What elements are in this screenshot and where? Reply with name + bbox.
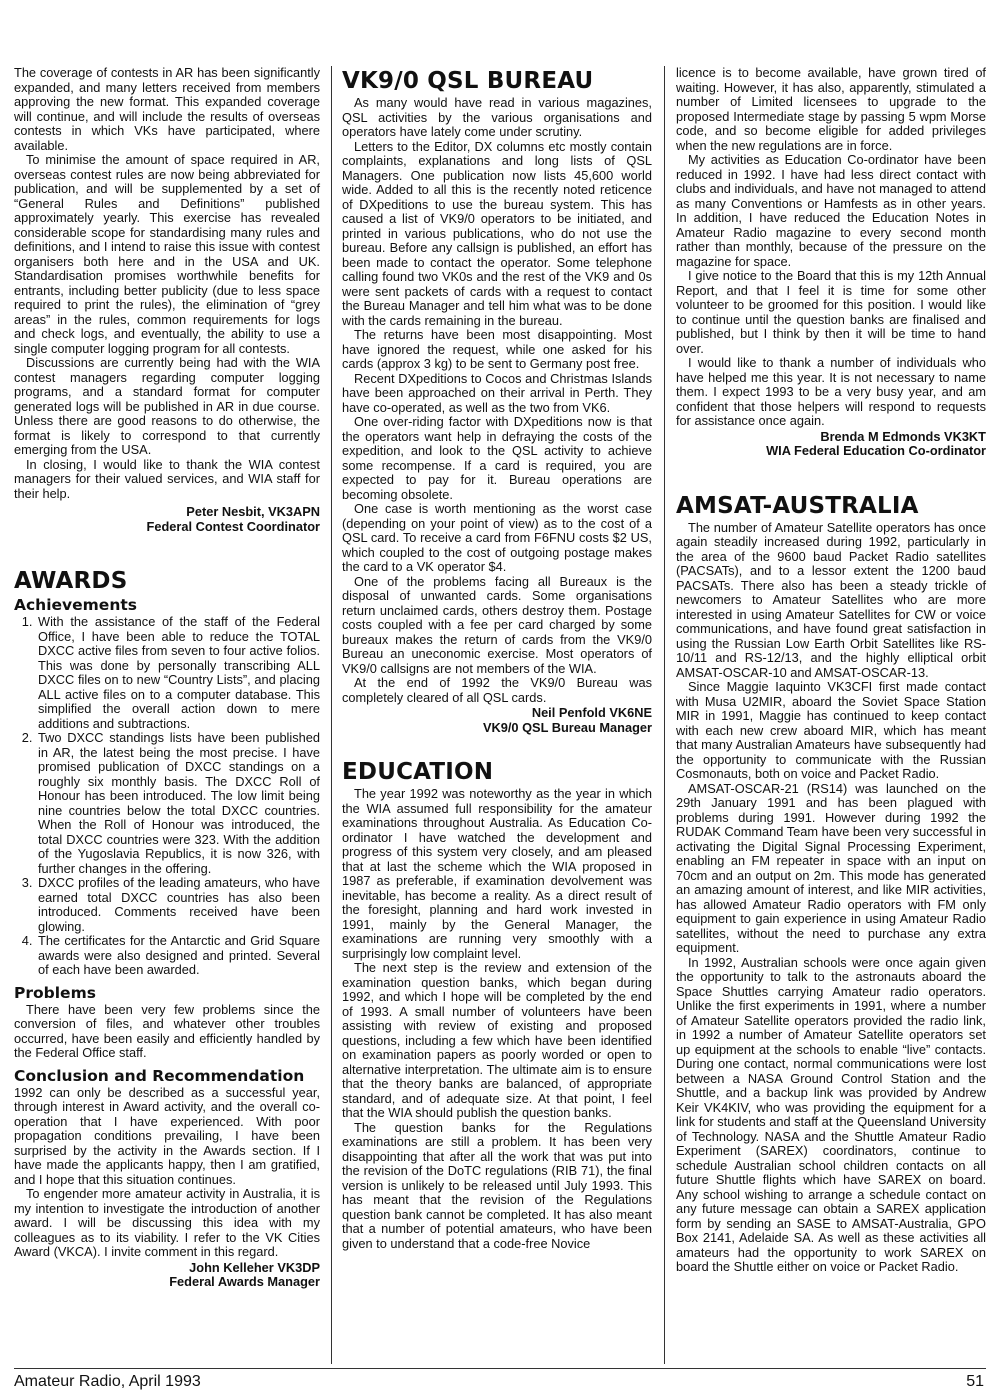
- publication-footer: Amateur Radio, April 1993: [14, 1373, 201, 1390]
- qsl-paragraph: The returns have been most disappointing. Most have ignored the request, while one asked for his cards (approx 3 kg) to be sent to Germany post free.: [342, 327, 652, 371]
- contests-paragraph: In closing, I would like to thank the WIA contest managers for their valued services, and WIA staff for their help.: [14, 456, 320, 501]
- conclusion-paragraph: 1992 can only be described as a successful year, through interest in Award activity, and the overall co-operation that I have experienced. With poor propagation conditions prevailing, I have been surprised by the activity in the Awards section. If I have made the applicants happy, then I am gratified, and I hope that this situation continues.: [14, 1084, 320, 1187]
- qsl-signature: [342, 706, 652, 735]
- signature-title: Federal Awards Manager: [169, 1274, 320, 1289]
- contests-paragraph: The coverage of contests in AR has been significantly expanded, and many letters received from members approving the new format. This expanded coverage will continue, and will include the results of overseas contests in which VKs have participated, where available.: [14, 65, 320, 153]
- qsl-paragraph: Letters to the Editor, DX columns etc mostly contain complaints, explanations and long lists of QSL Managers. One publication now lists 45,600 world wide. Added to all this is the recently noted reticence of DXpeditions to use the bureau system. This has caused a list of VK9/0 operators to be initiated, and printed in various publications, who do not use the bureau. Before any callsign is published, an effort has been made to contact the operator. Some telephone calling found two VK0s and the rest of the VK9 and 0s were sent packets of cards with a request to contact the Bureau Manager and tell him what was to be done with the cards remaining in the bureau.: [342, 138, 652, 328]
- contests-paragraph: To minimise the amount of space required in AR, overseas contest rules are now being abbreviated for publication, and will be supplemented by a set of “General Rules and Definitions” published approximately yearly. This exercise has revealed considerable scope for standardising many rules and definitions, and I intend to raise this issue with contest organisers both here and in the USA and UK. Standardisation promises worthwhile benefits for entrants, including better publicity (due to less space required to print the rules), the elimination of “grey areas” in the rules, common requirements for logs and check logs, and eventually, the ability to use a single computer logging program for all contests.: [14, 152, 320, 356]
- education-paragraph: The next step is the review and extension of the examination question banks, which began during 1992, and which I hope will be completed by the end of 1993. A small number of volunteers have been assisting with review of existing and proposed questions, including a few which have been identified on examination papers as poorly worded or open to alternative interpretation. The ultimate aim is to ensure that the theory banks are balanced, of appropriate standard, and of adequate size. At that point, I feel that the WIA should publish the question banks.: [342, 960, 652, 1120]
- contests-paragraph: Discussions are currently being had with the WIA contest managers regarding computer logging programs, and a standard format for computer generated logs will be published in AR in due course. Unless there are good reasons to do otherwise, the format is likely to correspond to that currently emerging from the USA.: [14, 355, 320, 457]
- education-paragraph: I would like to thank a number of individuals who have helped me this year. It is not necessary to name them. I expect 1993 to be a very busy year, and am confident that those helpers will respond to requests for assistance once again.: [676, 355, 986, 428]
- qsl-bureau-heading: VK9/0 QSL BUREAU: [342, 68, 594, 94]
- conclusion-paragraph: To engender more amateur activity in Australia, it is my intention to investigate the introduction of another award. I will be discussing this idea with my colleagues as to its viability. I refer to the VK Cities Award (VKCA). I invite comment in this regard.: [14, 1186, 320, 1259]
- qsl-paragraph: One over-riding factor with DXpeditions now is that the operators want help in defraying the costs of the expedition, and look to the QSL activity to achieve some recompense. If a card is required, you are expected to pay for it. Bureau operations are becoming obsolete.: [342, 414, 652, 502]
- qsl-paragraph: One case is worth mentioning as the worst case (depending on your point of view) as to the cost of a QSL card. To receive a card from F6FNU costs $2 US, which coupled to the cost of outgoing postage makes the card to a VK operator $4.: [342, 501, 652, 574]
- amsat-paragraph: Since Maggie Iaquinto VK3CFI first made contact with Musa U2MIR, aboard the Soviet Space Station MIR in 1991, Maggie has continued to keep contact with each new crew aboard MIR, which has meant that many Australian Amateurs have subsequently had the opportunity to communicate with the Russian Cosmonauts, both on voice and Packet Radio.: [676, 679, 986, 781]
- qsl-paragraph: Recent DXpeditions to Cocos and Christmas Islands have been approached on their arrival in Perth. They have co-operated, as well as the two from VK6.: [342, 370, 652, 415]
- column-divider: [331, 66, 332, 1364]
- education-paragraph: The year 1992 was noteworthy as the year in which the WIA assumed full responsibility for the amateur examinations throughout Australia. As Education Co-ordinator I have watched the development and progress of this system very closely, and am pleased that at last the scheme which the WIA proposed in 1987 as preferable, if examination devolvement was inevitable, has become a reality. As a direct result of the foresight, planning and hard work invested in 1991, mainly by the General Manager, the examinations are running very smoothly with a surprisingly low complaint level.: [342, 786, 652, 961]
- signature-title: WIA Federal Education Co-ordinator: [766, 443, 986, 458]
- education-paragraph: The question banks for the Regulations examinations are still a problem. It has been very disappointing that after all the work that was put into the revision of the DoTC regulations (RIB 71), the final version is unlikely to be released until July 1993. This has meant that the revision of the Regulations question bank cannot be completed. It has also meant that a number of potential amateurs, who have been given to understand that a code-free Novice: [342, 1119, 652, 1251]
- education-signature: [676, 430, 986, 459]
- problems-heading: Problems: [14, 983, 96, 1002]
- achievements-heading: Achievements: [14, 596, 137, 614]
- conclusion-heading: Conclusion and Recommendation: [14, 1066, 305, 1085]
- page-number: 51: [966, 1373, 984, 1390]
- list-item: 4. The certificates for the Antarctic and Grid Square awards were also designed and printed. Several of each have been awarded.: [36, 934, 320, 978]
- amsat-paragraph: In 1992, Australian schools were once again given the opportunity to talk to the astronauts aboard the Space Shuttles carrying Amateur radio operators. Unlike the first experiments in 1991, where a number of Amateur Satellite operators provided the radio link, in 1992 a number of Amateur Satellite operators set up equipment at the schools to enable “live” contacts. During one contact, normal communications were lost between a NASA Ground Control Station and the Shuttle, and a backup link was provided by Andrew Keir VK4KIV, who was providing the equipment for a link for students and staff at the Queensland University of Technology. NASA and the Shuttle Amateur Radio Experiment (SAREX) coordinators, continue to schedule Australian school children contacts on all future Shuttle flights which have SAREX on board. Any school wishing to arrange a schedule contact on any future message can obtain a SAREX application form by sending an SASE to AMSAT-Australia, GPO Box 2141, Adelaide SA. As well as these activities all amateurs had the opportunity to work SAREX on board the Shuttle either on voice or Packet Radio.: [676, 954, 986, 1274]
- signature-name: Neil Penfold VK6NE: [531, 705, 652, 720]
- signature-name: Peter Nesbit, VK3APN: [186, 504, 320, 519]
- education-paragraph: My activities as Education Co-ordinator have been reduced in 1992. I have had less direct contact with clubs and individuals, and have not managed to attend as many Conventions or Hamfests as in other years. In addition, I have reduced the Education Notes in Amateur Radio magazine to every second month rather than monthly, because of the pressure on the magazine for space.: [676, 152, 986, 269]
- footer-rule: [14, 1368, 986, 1369]
- contests-signature: [14, 505, 320, 534]
- achievements-list: [14, 615, 320, 978]
- qsl-paragraph: One of the problems facing all Bureaux is the disposal of unwanted cards. Some organisations return unclaimed cards, others destroy them. Postage costs coupled with a fee per card charged by some bureaux makes the return of cards from the VK9/0 Bureau an uneconomic exercise. Most operators of VK9/0 callsigns are not members of the WIA.: [342, 573, 652, 676]
- signature-title: VK9/0 QSL Bureau Manager: [482, 719, 652, 735]
- list-item: 2. Two DXCC standings lists have been published in AR, the latest being the most precise. I have promised publication of DXCC standings on a roughly six monthly basis. The DXCC Roll of Honour has been introduced. The low limit being nine countries below the total DXCC countries. When the Roll of Honour was introduced, the total DXCC countries were 323. With the addition of the Yugoslavia Republics, it is now 326, with further changes in the offering.: [36, 731, 320, 876]
- education-paragraph: I give notice to the Board that this is my 12th Annual Report, and that I feel it is time for some other volunteer to be groomed for this position. I would like to continue until the question banks are finalised and published, but I think by then it will be time to hand over.: [676, 268, 986, 356]
- column-2: [342, 68, 652, 1251]
- list-item: 3. DXCC profiles of the leading amateurs, who have earned total DXCC countries has also been introduced. Comments received have been glowing.: [36, 876, 320, 934]
- qsl-paragraph: As many would have read in various magazines, QSL activities by the various organisations and operators have lately come under scrutiny.: [342, 95, 652, 139]
- amsat-paragraph: The number of Amateur Satellite operators has once again steadily increased during 1992, particularly in the area of the 9600 baud Packet Radio satellites (PACSATs), and to a lessor extent the 1200 baud PACSATs. There also has been a steady trickle of newcomers to Amateur Satellites who are more interested in using Amateur Satellites for CW or voice communications, and have found great satisfaction in using the Russian Low Earth Orbit Satellites like RS-10/11 and RS-12/13, and the highly elliptical orbit AMSAT-OSCAR-10 and AMSAT-OSCAR-13.: [676, 519, 986, 680]
- qsl-paragraph: At the end of 1992 the VK9/0 Bureau was completely cleared of all QSL cards.: [342, 675, 652, 705]
- amsat-paragraph: AMSAT-OSCAR-21 (RS14) was launched on the 29th January 1991 and has been plagued with problems during 1991. However during 1992 the RUDAK Command Team have been very successful in activating the Digital Signal Processing Experiment, enabling an FM repeater in space with an input on 70cm and an output on 2m. This mode has generated an amazing amount of interest, and like MIR activities, has allowed Amateur Radio operators with FM only equipment to gain experience in using Amateur Radio satellites, without the need to purchase any extra equipment.: [676, 780, 986, 955]
- education-heading: EDUCATION: [342, 759, 494, 785]
- amsat-heading: AMSAT-AUSTRALIA: [676, 492, 919, 519]
- awards-signature: [14, 1261, 320, 1290]
- signature-name: John Kelleher VK3DP: [189, 1259, 320, 1275]
- column-3: [676, 66, 986, 1275]
- problems-paragraph: There have been very few problems since the conversion of files, and whatever other troubles occurred, have been easily and efficiently handled by the Federal Office staff.: [14, 1001, 320, 1060]
- signature-name: Brenda M Edmonds VK3KT: [820, 428, 986, 444]
- column-divider: [664, 66, 665, 1364]
- education-paragraph: licence is to become available, have grown tired of waiting. However, it has also, apparently, stimulated a number of Limited licensees to upgrade to the proposed Intermediate stage by passing 5 wpm Morse code, and so become eligible for added privileges when the new regulations are in force.: [676, 65, 986, 153]
- list-item: 1. With the assistance of the staff of the Federal Office, I have been able to reduce the TOTAL DXCC active files from seven to four active folios. This was done by personally transcribing ALL DXCC files on to new “Country Lists”, and placing ALL active files on to a computer database. This simplified the overall action down to mere additions and subtractions.: [36, 615, 320, 731]
- awards-heading: AWARDS: [14, 568, 128, 594]
- column-1: [14, 66, 320, 1290]
- signature-title: Federal Contest Coordinator: [146, 518, 320, 534]
